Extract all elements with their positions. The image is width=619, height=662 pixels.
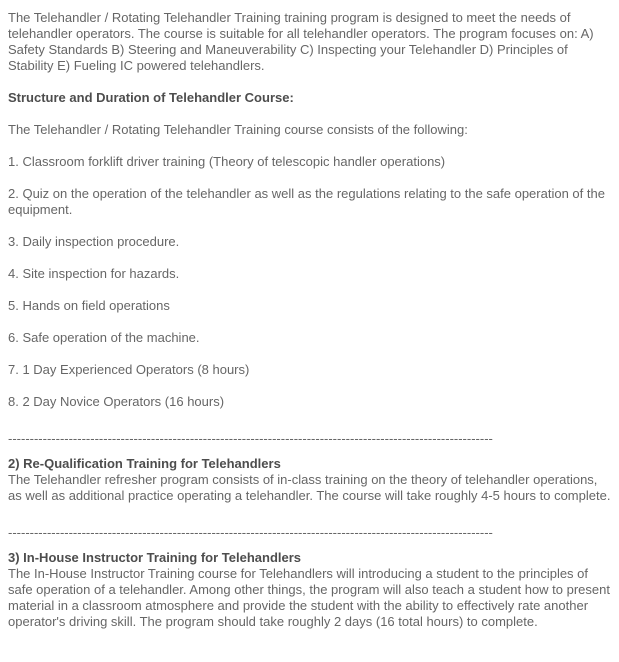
dashed-separator: ---------------------------------------------------------------------------------------------------------------- [8,431,493,446]
inhouse-heading: 3) In-House Instructor Training for Telehandlers [8,550,302,565]
requalification-body: The Telehandler refresher program consists of in-class training on the theory of telehandler operations, as well as additional practice operating a telehandler. The course will take roughly 4-5 hours to complete. [8,472,611,503]
dashed-separator: ---------------------------------------------------------------------------------------------------------------- [8,525,493,540]
requalification-section [8,456,611,504]
structure-section-heading: Structure and Duration of Telehandler Course: [8,90,294,105]
intro-paragraph: The Telehandler / Rotating Telehandler Training training program is designed to meet the needs of telehandler operators. The course is suitable for all telehandler operators. The program focuses on: A) Safety Standards B) Steering and Maneuverability C) Inspecting your Telehandler D) Principles of Stability E) Fueling IC powered telehandlers. [8,10,594,73]
inhouse-body: The In-House Instructor Training course for Telehandlers will introducing a student to the principles of safe operation of a telehandler. Among other things, the program will also teach a student how to present material in a classroom atmosphere and provide the student with the ability to effectively rate another operator's driving skill. The program should take roughly 2 days (16 total hours) to complete. [8,566,610,629]
course-item-1: 1. Classroom forklift driver training (Theory of telescopic handler operations) [8,154,446,169]
structure-lead-paragraph: The Telehandler / Rotating Telehandler Training course consists of the following: [8,122,468,137]
course-item-4: 4. Site inspection for hazards. [8,266,180,281]
course-item-5: 5. Hands on field operations [8,298,170,313]
requalification-heading: 2) Re-Qualification Training for Telehandlers [8,456,281,471]
course-item-7: 7. 1 Day Experienced Operators (8 hours) [8,362,250,377]
inhouse-section [8,550,611,630]
course-item-3: 3. Daily inspection procedure. [8,234,180,249]
course-item-8: 8. 2 Day Novice Operators (16 hours) [8,394,225,409]
course-item-2: 2. Quiz on the operation of the telehandler as well as the regulations relating to the safe operation of the equipment. [8,186,605,217]
course-item-6: 6. Safe operation of the machine. [8,330,200,345]
